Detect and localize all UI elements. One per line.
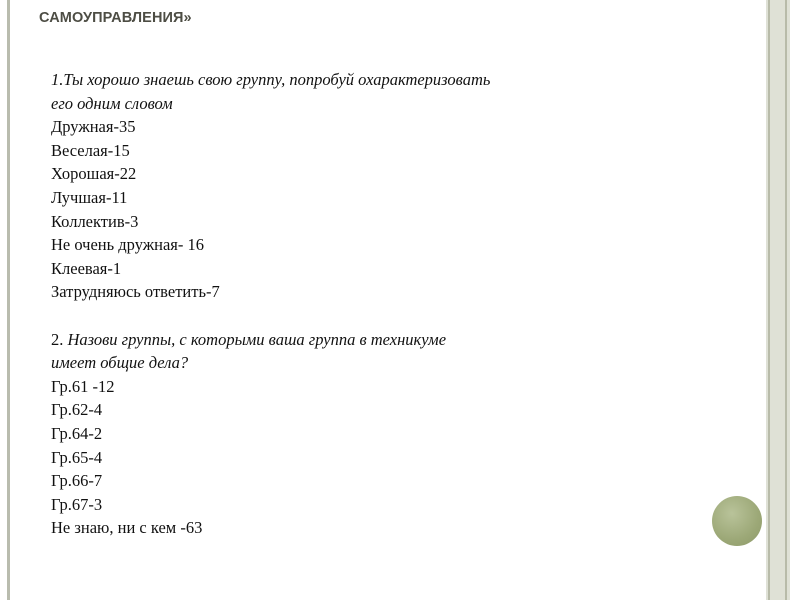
question2-prompt-text: Назови группы, с которыми ваша группа в техникуме bbox=[67, 329, 447, 349]
answer-item: Хорошая-22 bbox=[51, 164, 137, 184]
answer-item: Гр.64-2 bbox=[51, 423, 103, 443]
decorative-circle bbox=[712, 496, 762, 546]
answer-item: Лучшая-11 bbox=[51, 187, 128, 207]
answer-item: Гр.62-4 bbox=[51, 400, 103, 420]
answer-item: Клеевая-1 bbox=[51, 258, 122, 278]
answer-item: Дружная-35 bbox=[51, 117, 136, 137]
question2-prompt-line1 bbox=[51, 328, 731, 352]
answer-item: Гр.66-7 bbox=[51, 471, 103, 491]
question1-prompt-line2: его одним словом bbox=[51, 93, 173, 113]
left-border-line bbox=[7, 0, 10, 600]
question2-prompt-line2: имеет общие дела? bbox=[51, 353, 189, 373]
answer-item: Гр.61 -12 bbox=[51, 376, 115, 396]
section-spacer bbox=[51, 304, 731, 328]
survey-content bbox=[51, 68, 731, 540]
answer-item: Не знаю, ни с кем -63 bbox=[51, 518, 203, 538]
answer-item: Не очень дружная- 16 bbox=[51, 235, 205, 255]
answer-item: Коллектив-3 bbox=[51, 211, 139, 231]
slide-title: САМОУПРАВЛЕНИЯ» bbox=[39, 10, 192, 26]
right-band-line-right bbox=[785, 0, 787, 600]
answer-item: Затрудняюсь ответить-7 bbox=[51, 282, 220, 302]
answer-item: Гр.65-4 bbox=[51, 447, 103, 467]
answer-item: Веселая-15 bbox=[51, 140, 130, 160]
answer-item: Гр.67-3 bbox=[51, 494, 103, 514]
right-decorative-band bbox=[766, 0, 790, 600]
question1-prompt-line1: 1.Ты хорошо знаешь свою группу, попробуй охарактеризовать bbox=[51, 70, 491, 89]
question2-number: 2. bbox=[51, 329, 68, 349]
right-band-line-left bbox=[768, 0, 770, 600]
